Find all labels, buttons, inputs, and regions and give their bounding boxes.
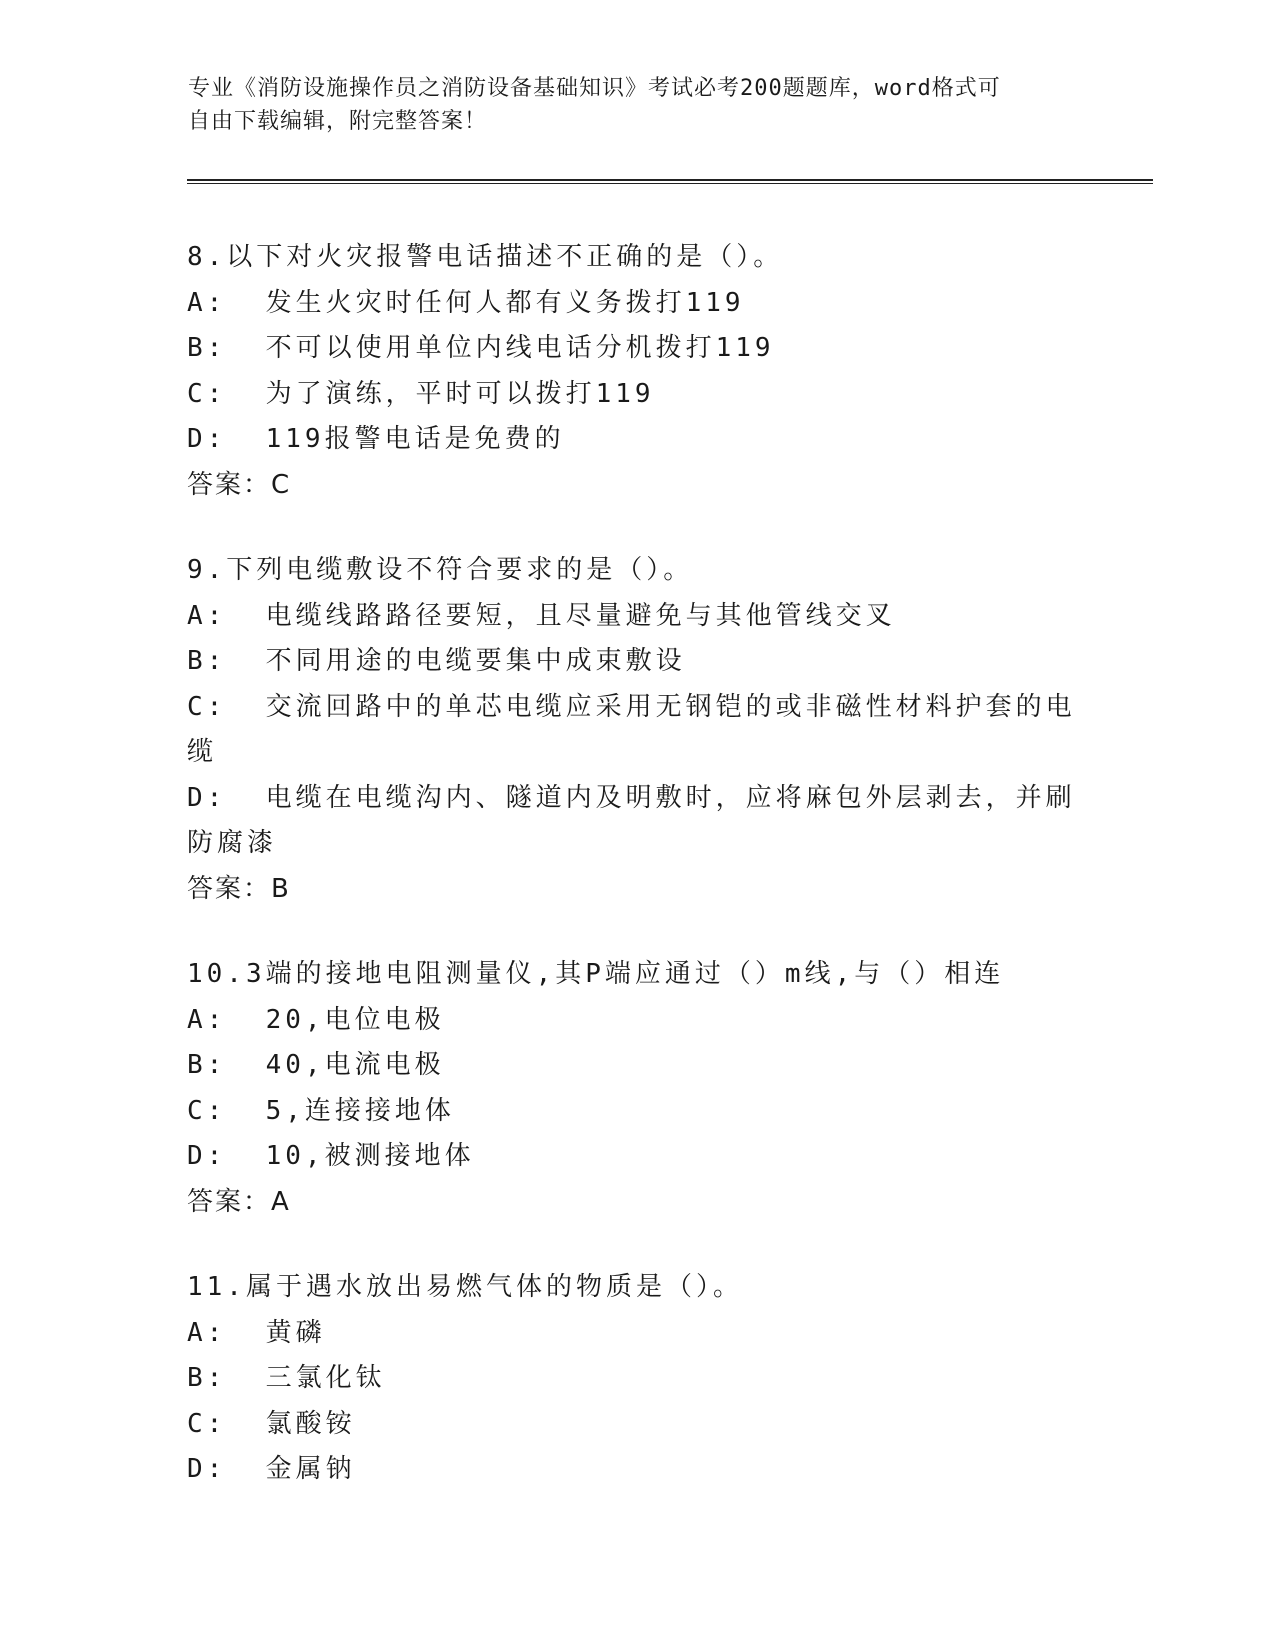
option-a: A: 黄磷 — [187, 1317, 326, 1348]
question-8 — [187, 235, 1087, 508]
option-a: A: 发生火灾时任何人都有义务拨打119 — [187, 287, 745, 318]
question-stem: 8.以下对火灾报警电话描述不正确的是（）。 — [187, 242, 784, 272]
header-line-1: 专业《消防设施操作员之消防设备基础知识》考试必考200题题库，word格式可 — [188, 76, 1001, 101]
option-a: A: 20,电位电极 — [187, 1004, 445, 1035]
option-d: D: 10,被测接地体 — [187, 1141, 475, 1171]
option-b: B: 不可以使用单位内线电话分机拨打119 — [187, 333, 775, 363]
question-stem: 9.下列电缆敷设不符合要求的是（）。 — [187, 555, 694, 585]
option-d: D: 119报警电话是免费的 — [187, 424, 565, 454]
option-b: B: 三氯化钛 — [187, 1363, 386, 1393]
question-list — [187, 235, 1087, 1533]
question-stem: 11.属于遇水放出易燃气体的物质是（）。 — [187, 1272, 743, 1302]
document-header — [188, 72, 1088, 138]
question-9 — [187, 548, 1087, 912]
option-c: C: 为了演练，平时可以拨打119 — [187, 378, 655, 409]
header-divider — [187, 179, 1153, 184]
question-11 — [187, 1265, 1087, 1493]
answer-label: 答案：C — [187, 469, 292, 500]
option-c: C: 交流回路中的单芯电缆应采用无钢铠的或非磁性材料护套的电缆 — [187, 691, 1076, 767]
header-line-2: 自由下载编辑，附完整答案！ — [188, 109, 488, 134]
option-c: C: 氯酸铵 — [187, 1408, 356, 1439]
answer-label: 答案：B — [187, 873, 291, 904]
option-c: C: 5,连接接地体 — [187, 1095, 455, 1126]
option-b: B: 40,电流电极 — [187, 1050, 445, 1080]
option-b: B: 不同用途的电缆要集中成束敷设 — [187, 646, 686, 676]
option-d: D: 金属钠 — [187, 1454, 356, 1484]
option-d: D: 电缆在电缆沟内、隧道内及明敷时，应将麻包外层剥去，并刷防腐漆 — [187, 782, 1076, 858]
option-a: A: 电缆线路路径要短，且尽量避免与其他管线交叉 — [187, 600, 896, 631]
question-10 — [187, 952, 1087, 1225]
answer-label: 答案：A — [187, 1186, 291, 1217]
question-stem: 10.3端的接地电阻测量仪,其P端应通过（）m线,与（）相连 — [187, 959, 1005, 989]
